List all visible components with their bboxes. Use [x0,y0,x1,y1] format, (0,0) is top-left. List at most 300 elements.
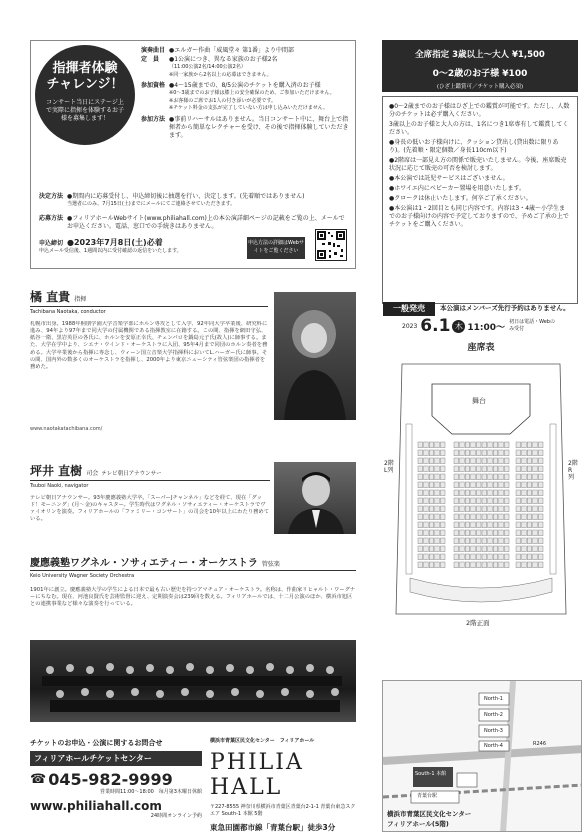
seat [435,474,440,480]
seat [471,530,476,536]
seat [471,442,476,448]
seat [504,562,509,568]
seat [527,482,532,488]
seat [493,554,498,560]
seat [440,538,445,544]
seat [504,490,509,496]
seat [476,514,481,520]
seat [522,490,527,496]
badge-subtitle: コンサート当日にステージ上で実際に指揮を体験するお子様を募集します！ [45,99,124,122]
seat [465,538,470,544]
seat [538,466,543,472]
seat [482,530,487,536]
seat [499,506,504,512]
seat [454,458,459,464]
seat [429,450,434,456]
seat [538,546,543,552]
seatmap-title: 座席表 [467,343,495,353]
seat [522,482,527,488]
seat [488,474,493,480]
seat [460,522,465,528]
seat [465,474,470,480]
seat [493,546,498,552]
seat [516,482,521,488]
seat [527,458,532,464]
seat [538,514,543,520]
seat [454,506,459,512]
map-station: 青葉台駅 [417,793,438,799]
seat [471,482,476,488]
seat [418,562,423,568]
orchestra-name: 慶應義塾ワグネル・ソサィエティー・オーケストラ [30,558,258,569]
seat [429,530,434,536]
seat [429,498,434,504]
footer-contact [30,738,202,820]
recruit-box [30,40,356,269]
sale-year: 2023 [402,322,418,330]
seat [522,442,527,448]
phone-icon: ☎ [30,772,47,787]
seat [465,482,470,488]
method-value: ●事前リハーサルはありません。当日コンサート中に、舞台上で指揮者から簡単なレクチャーを受け、その後で指揮体験していただきます。 [169,115,349,139]
seat [454,546,459,552]
seat [424,522,429,528]
members-note: 本公演はメンバーズ先行予約はありません。 [440,304,570,312]
seat [493,466,498,472]
seat [429,458,434,464]
seat [533,442,538,448]
seat [424,554,429,560]
inquiry-heading: チケットのお申込・公演に関するお問合せ [30,739,163,747]
seat [435,442,440,448]
map-north-3: North-3 [484,728,503,734]
seat [465,522,470,528]
note-item: ●クロークは休止いたします。何卒ご了承ください。 [389,195,532,202]
phone-number[interactable]: 045-982-9999 [48,770,173,789]
seat [418,554,423,560]
seat [493,530,498,536]
ticket-center-bar: フィリアホールチケットセンター [30,751,202,766]
sale-note: 初日は電話・Webのみ受付 [509,318,555,332]
seat [504,482,509,488]
seat [499,450,504,456]
map-north-4: North-4 [484,743,503,749]
seat [476,482,481,488]
seat [440,554,445,560]
seat [504,546,509,552]
seat [424,442,429,448]
orchestra-roman: Keio University Wagner Society Orchestra [30,573,135,579]
balcony-right-label: 2階R列 [568,460,578,481]
seat [504,538,509,544]
conductor-url[interactable]: www.naotakatachibana.com/ [30,425,103,432]
seat [499,514,504,520]
seat [482,522,487,528]
seat [538,490,543,496]
seat [533,530,538,536]
seat [493,514,498,520]
seat [454,442,459,448]
seat [465,442,470,448]
seat [424,498,429,504]
map-south: South-1 本館 [415,771,447,777]
apply-label: 応募方法 [39,214,64,222]
seat [499,554,504,560]
stage-label: 舞台 [472,397,486,405]
qr-code-icon[interactable] [315,229,347,261]
price-line-1: 全席指定 3歳以上～大人 ¥1,500 [415,50,545,60]
seat [488,466,493,472]
note-item: ●2階席は一部見え方の関係で販売いたしません。今後、座席販売状況に応じて販売の可否を検討します。 [389,157,567,172]
navigator-name: 坪井 直樹 [30,464,83,478]
seat [476,458,481,464]
seat [488,562,493,568]
seat [476,562,481,568]
decide-sub: 当選者にのみ、7月15日(土)までにメールにてご連絡させていただきます。 [67,201,236,207]
seat [488,546,493,552]
seat [471,562,476,568]
seat [516,498,521,504]
seat [465,458,470,464]
seat [435,498,440,504]
seat [465,514,470,520]
seat [499,474,504,480]
seat [522,474,527,480]
orchestra-photo [30,640,356,722]
cond-label: 参加資格 [141,82,166,89]
seat [429,490,434,496]
seat [482,506,487,512]
seat [522,514,527,520]
recruit-details [141,47,351,140]
capacity-label: 定 員 [141,56,160,63]
seat [429,442,434,448]
seat [424,514,429,520]
seat [454,538,459,544]
seat [465,466,470,472]
person-conductor [30,288,268,433]
seat [533,458,538,464]
seat [493,522,498,528]
deadline [39,237,239,256]
seat [465,554,470,560]
seat [460,458,465,464]
venue-org: 横浜市青葉区民文化センター フィリアホール [210,738,315,744]
cond-value: ●4～15歳までの、8/5公演のチケットを購入済のお子様 [169,82,321,89]
seat [522,546,527,552]
seat [527,562,532,568]
seat [418,458,423,464]
seat [471,450,476,456]
seat [527,554,532,560]
seat [488,458,493,464]
seat [488,506,493,512]
seat [440,466,445,472]
seat [465,562,470,568]
seat [504,554,509,560]
seat [504,514,509,520]
seat [499,522,504,528]
seat [538,474,543,480]
seat [527,522,532,528]
seat [527,538,532,544]
seat [527,474,532,480]
front-balcony-label: 2階正面 [466,619,490,627]
seat [504,506,509,512]
seat [488,538,493,544]
access-map [382,680,582,832]
map-north-2: North-2 [484,712,503,718]
note-item: ●本公演では託児サービスはございません。 [389,175,509,182]
sale-tag: 一般発売 [383,302,435,316]
seat [527,498,532,504]
seat [460,514,465,520]
seat [538,562,543,568]
seat [522,530,527,536]
price-line-2: 0～2歳のお子様 ¥100 [432,69,528,79]
seat [454,498,459,504]
seat [476,498,481,504]
seat [418,538,423,544]
seat [493,562,498,568]
seat [476,530,481,536]
seat [454,530,459,536]
sale-date-row [402,316,582,336]
notes-box [382,96,578,304]
seat [435,546,440,552]
seat [504,442,509,448]
website-link[interactable]: www.philiahall.com [30,798,162,813]
seat [440,482,445,488]
navigator-bio: テレビ朝日アナウンサー。93年慶應義塾大学卒。「スーパーJチャンネル」などを経て、現在「グッド！モーニング」(月～金)のキャスター。学生時代はワグネル・ソサィエティー・オーケストラでヴァイオリンを演奏。フィリアホールの「ファミリー・コンサート」の司会を10年以上にわたり務めている。 [30,494,270,523]
seat [538,522,543,528]
seat [476,522,481,528]
deadline-note: 申込メール受信後、1週間以内に受付確認の返信をいたします。 [39,248,182,254]
seat [418,546,423,552]
seat [471,546,476,552]
seat [493,442,498,448]
seat [499,538,504,544]
seat [516,474,521,480]
capacity-note: ※同一家族から2名以上の応募はできません。 [169,71,272,78]
seat [482,538,487,544]
recruit-badge [35,45,135,145]
seat [499,498,504,504]
seat [482,442,487,448]
deadline-label: 申込締切 [39,240,64,247]
navigator-photo [274,462,356,534]
seat [471,538,476,544]
seat [533,562,538,568]
seat [488,522,493,528]
person-navigator [30,462,270,524]
seat [488,450,493,456]
seat [424,530,429,536]
seat [493,498,498,504]
navigator-role: 司会 [86,470,99,477]
seat [424,506,429,512]
seat [493,506,498,512]
seat [516,538,521,544]
seat [488,530,493,536]
seat [454,514,459,520]
seat [454,522,459,528]
seat [538,506,543,512]
seat [435,506,440,512]
seat [482,474,487,480]
seat [538,554,543,560]
seat [418,466,423,472]
capacity-value: ●1公演につき、異なる家族のお子様2名 [169,56,278,63]
seat [527,490,532,496]
map-north-1: North-1 [484,696,503,702]
seat [440,546,445,552]
seat [476,546,481,552]
seat [460,498,465,504]
seat [418,498,423,504]
seat [538,530,543,536]
seat [424,450,429,456]
note-item: ●身長の低いお子様向けに、クッション貸出し(貸出数に限りあり)。(先着順・限定個数／身長110cm以下) [389,139,559,154]
sale-weekday: 木 [452,320,465,333]
seat [418,506,423,512]
seat [435,458,440,464]
seat [429,546,434,552]
seat [488,490,493,496]
recruit-decide [39,193,349,231]
seat [516,506,521,512]
seat [527,514,532,520]
seat [471,474,476,480]
seat [504,450,509,456]
seat [440,562,445,568]
seat [424,474,429,480]
seat [516,466,521,472]
seat [454,482,459,488]
note-item: ●0～2歳までのお子様はひざ上での鑑賞が可能です。ただし、人数分のチケットは必ず購入ください。 [389,103,570,118]
seat [440,522,445,528]
seat [522,498,527,504]
seat [482,514,487,520]
seat [516,450,521,456]
seat [429,522,434,528]
seat [538,538,543,544]
seat [460,474,465,480]
seat [424,482,429,488]
seat [435,522,440,528]
person-orchestra [30,554,356,608]
orchestra-role: 管弦楽 [261,561,280,568]
note-item: ●本公演は1・2回目とも同じ内容です。内容は3・4歳～小学生までのお子様向けの内容で予定しておりますので、予めご了承の上でチケットをご購入ください。 [389,205,569,228]
seat [471,554,476,560]
seat [440,498,445,504]
seat [460,450,465,456]
seat [533,466,538,472]
seat [504,498,509,504]
seat [538,450,543,456]
seat [424,546,429,552]
seat [471,514,476,520]
seat [499,562,504,568]
seat [429,538,434,544]
seat [424,458,429,464]
seat [460,562,465,568]
cond-note-1: ※0～3歳までのお子様は膝上の安全確保のため、ご参加いただけません。 [169,90,335,96]
seat [482,562,487,568]
seat [493,482,498,488]
seat [538,442,543,448]
seat [471,498,476,504]
seat [516,490,521,496]
price-panel [382,40,578,92]
seat [454,490,459,496]
seat [429,474,434,480]
seat [440,450,445,456]
conductor-roman: Tachibana Naotaka, conductor [30,309,106,315]
price-line-3: (ひざ上鑑賞可／チケット購入必須) [436,84,524,90]
seat [440,490,445,496]
web-note[interactable]: 申込方法の詳細はWebサイトをご覧ください [247,237,305,259]
seat [440,442,445,448]
seat [499,466,504,472]
map-venue-2: フィリアホール(5階) [387,820,449,828]
seat [516,442,521,448]
conductor-photo [274,292,356,420]
seat [499,490,504,496]
seat [465,490,470,496]
seat [533,490,538,496]
seat [482,546,487,552]
seat [429,466,434,472]
seat [460,442,465,448]
seat [527,546,532,552]
seat [418,442,423,448]
seat [460,530,465,536]
map-road: R246 [533,741,547,747]
seat [527,530,532,536]
seat [522,506,527,512]
seat [488,442,493,448]
conductor-bio: 札幌市出身。1988年桐朋学園大学音楽学部にホルン専攻として入学、92年同大学卒業後、研究科に進み、94年より97年まで同大学の付属機関である指揮教室に在籍する。この間、指揮を網田守弘、紙谷一衛、黒岩英臣の各氏に、ホルンを安原正幸氏、チェンバロを鍋島元子氏(故人)に師事する。また、大学在学中より、シエナ・ウインド・オーケストラに入団、95年4月まで同団のホルン奏者を務める。大学卒業後から指揮に専念し、ウィーン国立音楽大学指揮科においてL.ハーガー氏に師事。その間、国内外の数多くのオーケストラを指揮し、2000年より東京ニューシティ管弦楽団の指揮者を務めた。 [30,320,268,371]
cond-note-2: ※お客様のご席でお1人の付き添いが必要です。 [169,97,276,104]
seat [418,522,423,528]
seat [522,450,527,456]
sale-time: 11:00～ [467,322,506,333]
seat [435,530,440,536]
seat [522,466,527,472]
seat [533,538,538,544]
seat [418,490,423,496]
seat [454,474,459,480]
method-label: 参加方法 [141,115,166,123]
seat [429,514,434,520]
seat [538,498,543,504]
seat [435,554,440,560]
seat [476,554,481,560]
seat [476,538,481,544]
seat [476,466,481,472]
seat [533,554,538,560]
seat [482,490,487,496]
seat [424,466,429,472]
seat [465,498,470,504]
seat [499,530,504,536]
seat [435,562,440,568]
map-venue: 横浜市青葉区民文化センター [387,810,472,818]
seat [533,546,538,552]
seat [418,482,423,488]
seat [482,498,487,504]
